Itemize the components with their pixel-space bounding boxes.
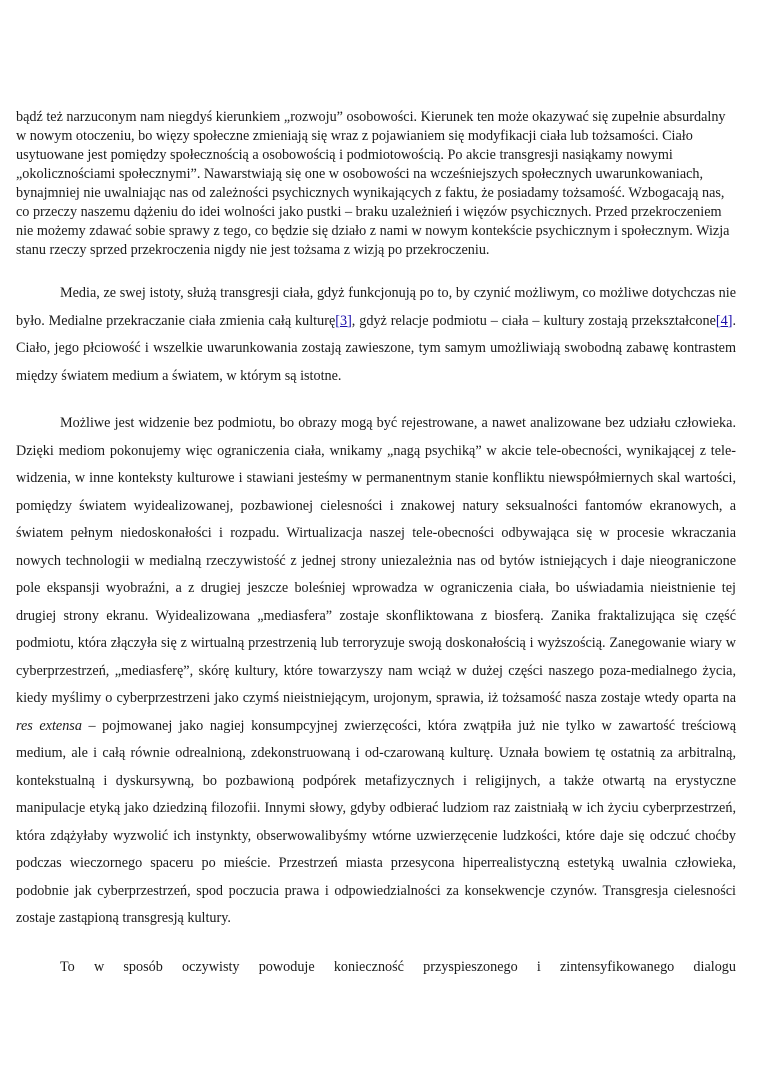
- text-span: bądź też narzuconym nam niegdyś kierunkiem „rozwoju” osobowości. Kierunek ten może okazywać się zupełnie absurdalny w nowym otoczeniu, bo więzy społeczne zmieniają się wraz z pojawianiem się modyfikacji ciała lub tożsamości. Ciało usytuowane jest pomiędzy społecznością a osobowością i podmiotowością. Po akcie transgresji nasiąkamy nowymi „okolicznościami społecznymi”. Nawarstwiają się one w osobowości na wcześniejszych społecznych uwarunkowaniach, bynajmniej nie uwalniając nas od zależności psychicznych wynikających z faktu, że posiadamy tożsamość. Wzbogacają nas, co przeczy naszemu dążeniu do idei wolności jako pustki – braku uzależnień i więzów psychicznych. Przed przekroczeniem nie możemy zdawać sobie sprawy z tego, co będzie się działo z nami w nowym kontekście psychicznym i społecznym. Wizja stanu rzeczy sprzed przekroczenia nigdy nie jest tożsama z wizją po przekroczeniu.: [16, 109, 730, 258]
- paragraph-1: [16, 108, 736, 260]
- text-span: – pojmowanej jako nagiej konsumpcyjnej zwierzęcości, która zwątpiła już nie tylko w zawartość treściową medium, ale i całą równie odrealnioną, zdekonstruowaną i od-czarowaną kulturę. Uznała bowiem tę ostatnią za arbitralną, kontekstualną i dyskursywną, bo pozbawioną podpórek metafizycznych i religijnych, a także otwartą na erystyczne manipulacje etyką jako dziedziną filozofii. Innymi słowy, gdyby odbierać ludziom raz zaistniałą w ich życiu cyberprzestrzeń, która zdążyłaby wyzwolić ich instynkty, obserwowalibyśmy wtórne uzwierzęcenie ludzkości, które daje się odczuć choćby podczas wieczornego spaceru po mieście. Przestrzeń miasta przesycona hiperrealistyczną estetyką uwalnia człowieka, podobnie jak cyberprzestrzeń, spod poczucia prawa i odpowiedzialności za konsekwencje czynów. Transgresja cielesności zostaje zastąpioną transgresją kultury.: [16, 717, 736, 926]
- text-span: To w sposób oczywisty powoduje konieczność przyspieszonego i zintensyfikowanego dialogu: [60, 958, 736, 975]
- text-span: . Ciało, jego płciowość i wszelkie uwarunkowania zostają zawieszone, tym samym umożliwiają swobodną zabawę kontrastem między światem medium a światem, w którym są istotne.: [16, 312, 736, 384]
- footnote-link-4[interactable]: [4]: [715, 312, 733, 329]
- document-page: [16, 108, 736, 981]
- paragraph-2: [16, 280, 736, 390]
- text-span: Media, ze swej istoty, służą transgresji ciała, gdyż funkcjonują po to, by czynić możliwym, co możliwe dotychczas nie było. Medialne przekraczanie ciała zmienia całą kulturę: [16, 285, 736, 329]
- paragraph-3: [16, 410, 736, 933]
- latin-term: res extensa: [16, 717, 82, 734]
- text-span: , gdyż relacje podmiotu – ciała – kultury zostają przekształcone: [351, 312, 716, 329]
- text-span: Możliwe jest widzenie bez podmiotu, bo obrazy mogą być rejestrowane, a nawet analizowane bez udziału człowieka. Dzięki mediom pokonujemy więc ograniczenia ciała, wnikamy „nagą psychiką” w akcie tele-obecności, wynikającej z tele-widzenia, w inne konteksty kulturowe i stawiani jesteśmy w permanentnym stanie konfliktu niewspółmiernych skal wartości, pomiędzy światem wyidealizowanej, pozbawionej cielesności i znakowej natury seksualności fantomów ekranowych, a światem pełnym niedoskonałości i rozpadu. Wirtualizacja naszej tele-obecności odbywająca się w procesie wkraczania nowych technologii w medialną rzeczywistość z jednej strony uniezależnia nas od bytów istniejących i daje nieograniczone pole ekspansji wyobraźni, a z drugiej jeszcze boleśniej wprowadza w ograniczenia ciała, bo uświadamia nieistnienie tej drugiej strony ekranu. Wyidealizowana „mediasfera” zostaje skonfliktowana z biosferą. Zanika fraktalizująca się część podmiotu, która złączyła się z wirtualną przestrzenią lub terroryzuje swoją doskonałością i wyższością. Zanegowanie wiary w cyberprzestrzeń, „mediasferę”, skórę kultury, które towarzyszy nam wciąż w dużej części naszego poza-medialnego życia, kiedy myślimy o cyberprzestrzeni jako czymś nieistniejącym, urojonym, sprawia, iż tożsamość nasza zostaje wtedy oparta na: [16, 415, 736, 706]
- paragraph-4: [16, 954, 736, 982]
- footnote-link-3[interactable]: [3]: [335, 312, 352, 329]
